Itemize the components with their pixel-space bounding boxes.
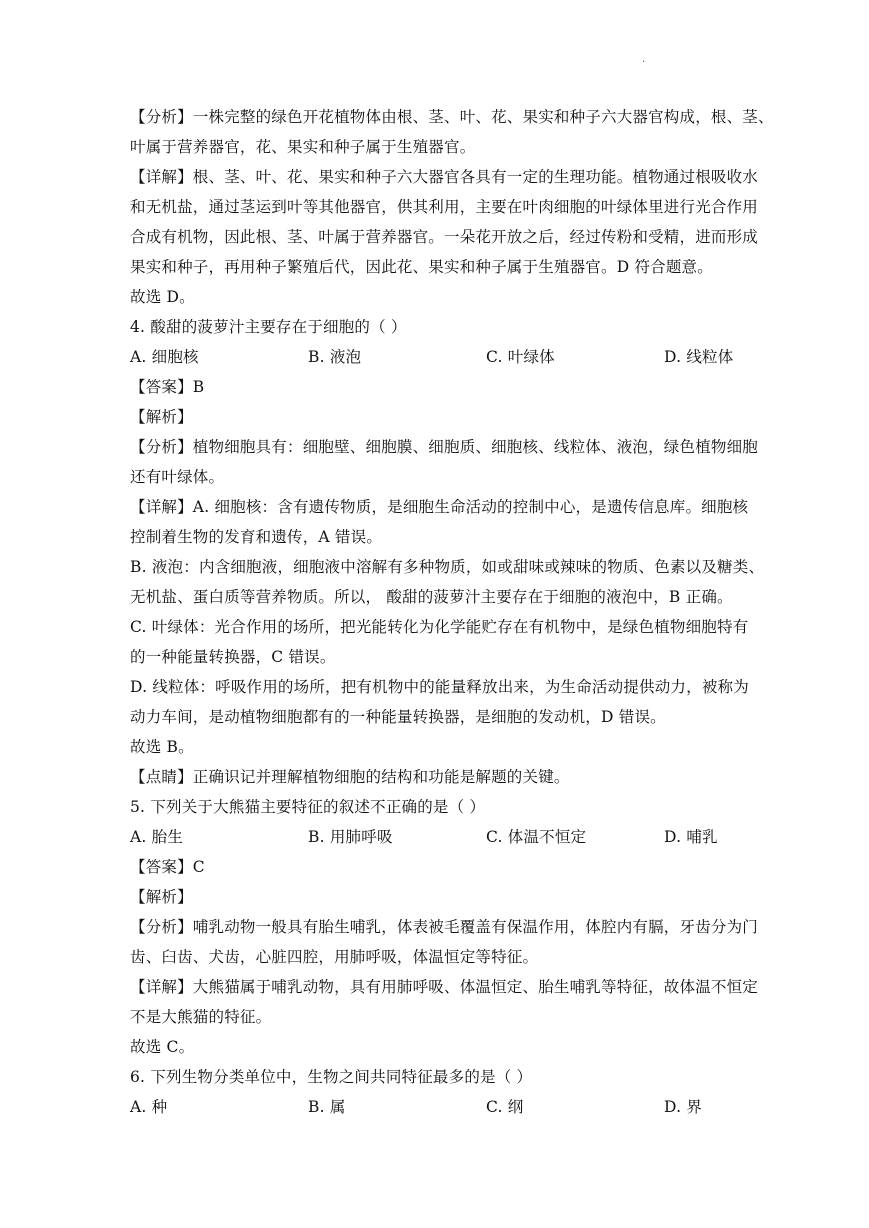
text-line: 【详解】根、茎、叶、花、果实和种子六大器官各具有一定的生理功能。植物通过根吸收水 (130, 168, 759, 186)
text-line: 动力车间，是动植物细胞都有的一种能量转换器，是细胞的发动机，D 错误。 (130, 708, 666, 726)
answer-options-row (130, 1092, 740, 1122)
text-line: 控制着生物的发育和遗传，A 错误。 (130, 528, 383, 546)
answer-option: D. 线粒体 (664, 348, 734, 366)
text-line: C. 叶绿体：光合作用的场所，把光能转化为化学能贮存在有机物中，是绿色植物细胞特有 (130, 618, 749, 636)
answer-option: A. 细胞核 (130, 348, 199, 366)
text-line: D. 线粒体：呼吸作用的场所，把有机物中的能量释放出来，为生命活动提供动力，被称为 (130, 678, 749, 696)
text-line: 【分析】哺乳动物一般具有胎生哺乳，体表被毛覆盖有保温作用，体腔内有膈，牙齿分为门 (130, 918, 759, 936)
answer-option: C. 纲 (486, 1098, 524, 1116)
text-line: 【解析】 (130, 888, 193, 906)
text-line: 和无机盐，通过茎运到叶等其他器官，供其利用，主要在叶肉细胞的叶绿体里进行光合作用 (130, 198, 759, 216)
answer-option: A. 种 (130, 1098, 168, 1116)
document-body (130, 102, 774, 1122)
answer-option: D. 哺乳 (664, 828, 718, 846)
text-line: 叶属于营养器官，花、果实和种子属于生殖器官。 (130, 138, 476, 156)
answer-options-row (130, 342, 740, 372)
text-line: 5. 下列关于大熊猫主要特征的叙述不正确的是（ ） (130, 798, 486, 816)
text-line: 不是大熊猫的特征。 (130, 1008, 272, 1026)
answer-option: A. 胎生 (130, 828, 184, 846)
text-line: 【分析】一株完整的绿色开花植物体由根、茎、叶、花、果实和种子六大器官构成，根、茎、 (130, 108, 774, 126)
answer-option: C. 叶绿体 (486, 348, 555, 366)
text-line: 【详解】大熊猫属于哺乳动物，具有用肺呼吸、体温恒定、胎生哺乳等特征，故体温不恒定 (130, 978, 759, 996)
text-line: 故选 B。 (130, 738, 194, 756)
answer-option: D. 界 (664, 1098, 703, 1116)
text-line: 故选 D。 (130, 288, 195, 306)
answer-options-row (130, 822, 740, 852)
text-line: 无机盐、蛋白质等营养物质。所以， 酸甜的菠萝汁主要存在于细胞的液泡中，B 正确。 (130, 588, 733, 606)
text-line: B. 液泡：内含细胞液，细胞液中溶解有多种物质，如或甜味或辣味的物质、色素以及糖类、 (130, 558, 765, 576)
text-line: 4. 酸甜的菠萝汁主要存在于细胞的（ ） (130, 318, 407, 336)
text-line: 的一种能量转换器，C 错误。 (130, 648, 336, 666)
answer-option: B. 液泡 (308, 348, 362, 366)
answer-option: C. 体温不恒定 (486, 828, 587, 846)
text-line: 6. 下列生物分类单位中，生物之间共同特征最多的是（ ） (130, 1068, 533, 1086)
answer-option: B. 属 (308, 1098, 346, 1116)
answer-option: B. 用肺呼吸 (308, 828, 393, 846)
text-line: 齿、臼齿、犬齿，心脏四腔，用肺呼吸，体温恒定等特征。 (130, 948, 539, 966)
text-line: 【详解】A. 细胞核：含有遗传物质，是细胞生命活动的控制中心，是遗传信息库。细胞核 (130, 498, 749, 516)
text-line: 故选 C。 (130, 1038, 195, 1056)
page-marker-dot: . (642, 54, 646, 65)
text-line: 合成有机物，因此根、茎、叶属于营养器官。一朵花开放之后，经过传粉和受精，进而形成 (130, 228, 759, 246)
text-line: 【答案】B (130, 378, 205, 396)
text-line: 【解析】 (130, 408, 193, 426)
text-line: 【点睛】正确识记并理解植物细胞的结构和功能是解题的关键。 (130, 768, 570, 786)
text-line: 【答案】C (130, 858, 205, 876)
text-line: 还有叶绿体。 (130, 468, 225, 486)
text-line: 果实和种子，再用种子繁殖后代，因此花、果实和种子属于生殖器官。D 符合题意。 (130, 258, 713, 276)
text-line: 【分析】植物细胞具有：细胞壁、细胞膜、细胞质、细胞核、线粒体、液泡，绿色植物细胞 (130, 438, 759, 456)
